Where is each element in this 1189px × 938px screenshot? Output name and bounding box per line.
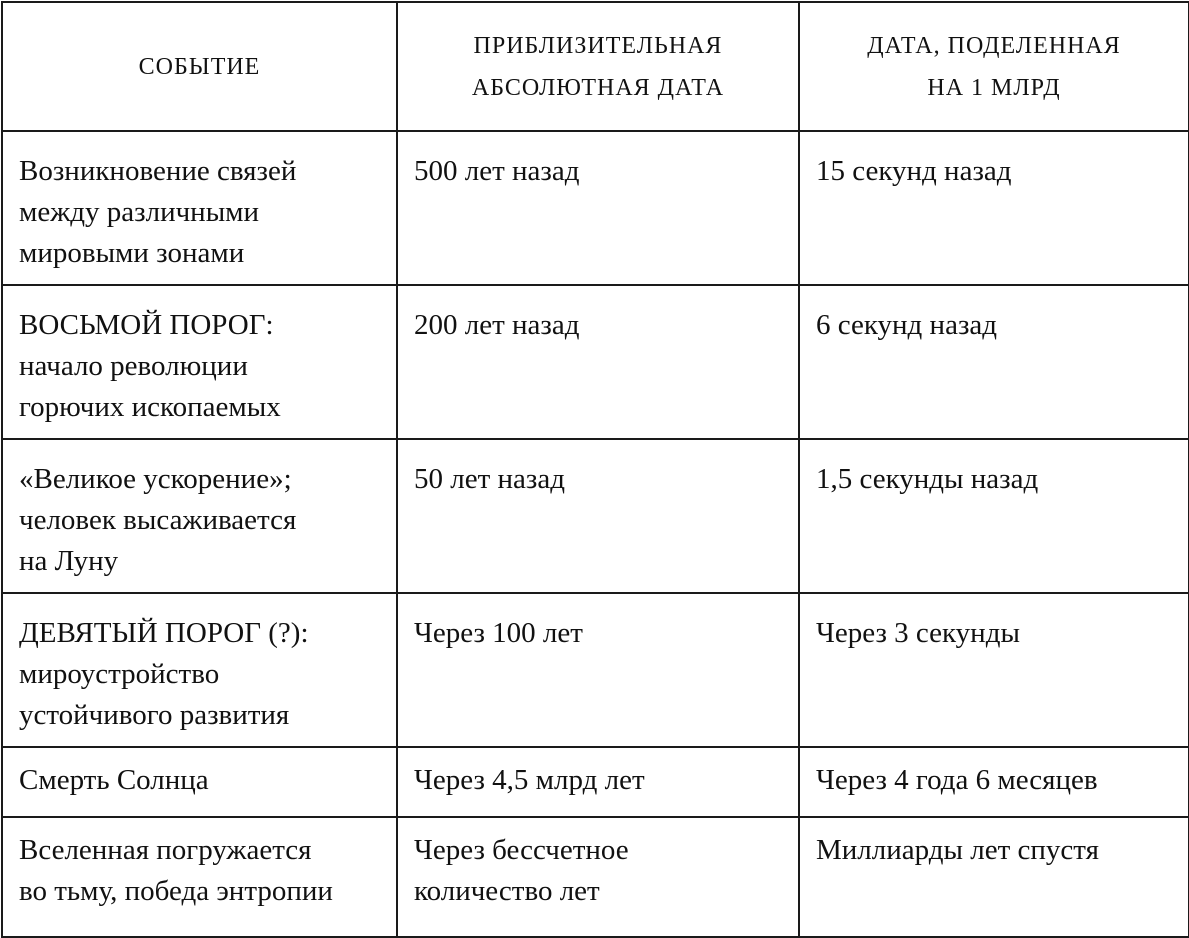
cell-line: на Луну (19, 545, 119, 577)
table-row (2, 285, 1189, 439)
cell-event (2, 817, 397, 937)
table-row (2, 439, 1189, 593)
cell-line: 15 секунд назад (816, 155, 1012, 187)
table-row (2, 817, 1189, 937)
cell-scaled-date (799, 131, 1189, 285)
cell-scaled-date (799, 747, 1189, 817)
cell-line: Вселенная погружается (19, 834, 312, 866)
cell-event (2, 131, 397, 285)
table-header-row (2, 2, 1189, 131)
cell-line: Через бессчетное (414, 834, 629, 866)
cell-line: между различными (19, 196, 260, 228)
cell-scaled-date (799, 817, 1189, 937)
header-event (2, 2, 397, 131)
cell-line: Смерть Солнца (19, 764, 209, 796)
cell-event (2, 747, 397, 817)
header-absolute-date (397, 2, 799, 131)
cell-absolute-date (397, 593, 799, 747)
header-scaled-line: ДАТА, ПОДЕЛЕННАЯ (867, 32, 1121, 59)
cell-absolute-date (397, 285, 799, 439)
timeline-table (1, 1, 1189, 938)
cell-line: 200 лет назад (414, 309, 580, 341)
cell-line: количество лет (414, 875, 600, 907)
cell-event (2, 593, 397, 747)
cell-line: Миллиарды лет спустя (816, 834, 1099, 866)
cell-scaled-date (799, 439, 1189, 593)
cell-line: 1,5 секунды назад (816, 463, 1039, 495)
cell-line: Через 4,5 млрд лет (414, 764, 645, 796)
cell-line: горючих ископаемых (19, 391, 281, 423)
cell-absolute-date (397, 817, 799, 937)
cell-line: Через 4 года 6 месяцев (816, 764, 1098, 796)
cell-line: Через 100 лет (414, 617, 583, 649)
cell-line: мироустройство (19, 658, 220, 690)
cell-line: «Великое ускорение»; (19, 463, 292, 495)
cell-line: человек высаживается (19, 504, 297, 536)
cell-line: Через 3 секунды (816, 617, 1020, 649)
cell-line: устойчивого развития (19, 699, 290, 731)
table-row (2, 593, 1189, 747)
cell-line: мировыми зонами (19, 237, 245, 269)
cell-event (2, 439, 397, 593)
cell-line: во тьму, победа энтропии (19, 875, 333, 907)
header-scaled-line: НА 1 МЛРД (927, 74, 1061, 101)
cell-line: 500 лет назад (414, 155, 580, 187)
cell-line: ВОСЬМОЙ ПОРОГ: (19, 309, 274, 341)
cell-line: 50 лет назад (414, 463, 565, 495)
cell-absolute-date (397, 131, 799, 285)
header-event-line: СОБЫТИЕ (138, 53, 261, 80)
header-absolute-line: ПРИБЛИЗИТЕЛЬНАЯ (473, 32, 723, 59)
cell-line: начало революции (19, 350, 248, 382)
header-absolute-line: АБСОЛЮТНАЯ ДАТА (471, 74, 725, 101)
header-scaled-date (799, 2, 1189, 131)
cell-absolute-date (397, 439, 799, 593)
cell-event (2, 285, 397, 439)
cell-scaled-date (799, 593, 1189, 747)
cell-line: Возникновение связей (19, 155, 297, 187)
table-row (2, 747, 1189, 817)
cell-absolute-date (397, 747, 799, 817)
table-row (2, 131, 1189, 285)
cell-line: ДЕВЯТЫЙ ПОРОГ (?): (19, 617, 309, 649)
cell-scaled-date (799, 285, 1189, 439)
cell-line: 6 секунд назад (816, 309, 998, 341)
